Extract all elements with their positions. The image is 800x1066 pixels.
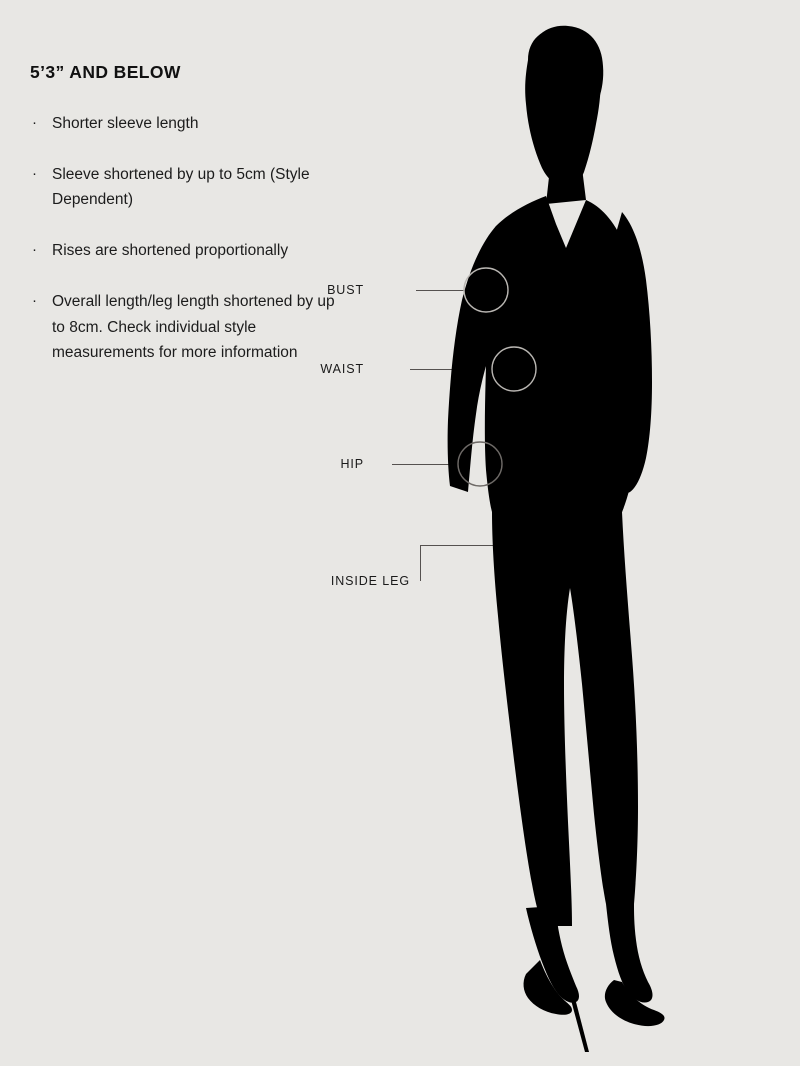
bullet-marker-icon: · <box>32 241 37 259</box>
list-item <box>30 289 342 364</box>
list-item-text: Shorter sleeve length <box>52 115 199 132</box>
list-item-text: Overall length/leg length shortened by up to 8cm. Check individual style measurements for more information <box>52 293 335 361</box>
figure-area <box>390 0 800 1066</box>
feature-bullet-list <box>30 111 360 365</box>
bullet-marker-icon: · <box>32 165 37 183</box>
list-item <box>30 238 342 263</box>
info-panel <box>30 62 360 391</box>
list-item-text: Rises are shortened proportionally <box>52 242 289 260</box>
list-item <box>30 162 342 212</box>
list-item-text: Sleeve shortened by up to 5cm (Style Dependent) <box>52 166 310 209</box>
page-title: 5’3” AND BELOW <box>30 62 181 82</box>
callout-label-hip: HIP <box>340 457 364 471</box>
callout-label-waist: WAIST <box>320 362 364 376</box>
callout-label-bust: BUST <box>327 283 364 297</box>
woman-in-suit-silhouette-icon <box>390 0 800 1066</box>
bullet-marker-icon: · <box>32 292 37 310</box>
list-item <box>30 111 342 136</box>
callout-label-inside-leg: INSIDE LEG <box>330 574 410 588</box>
bullet-marker-icon: · <box>32 114 37 131</box>
